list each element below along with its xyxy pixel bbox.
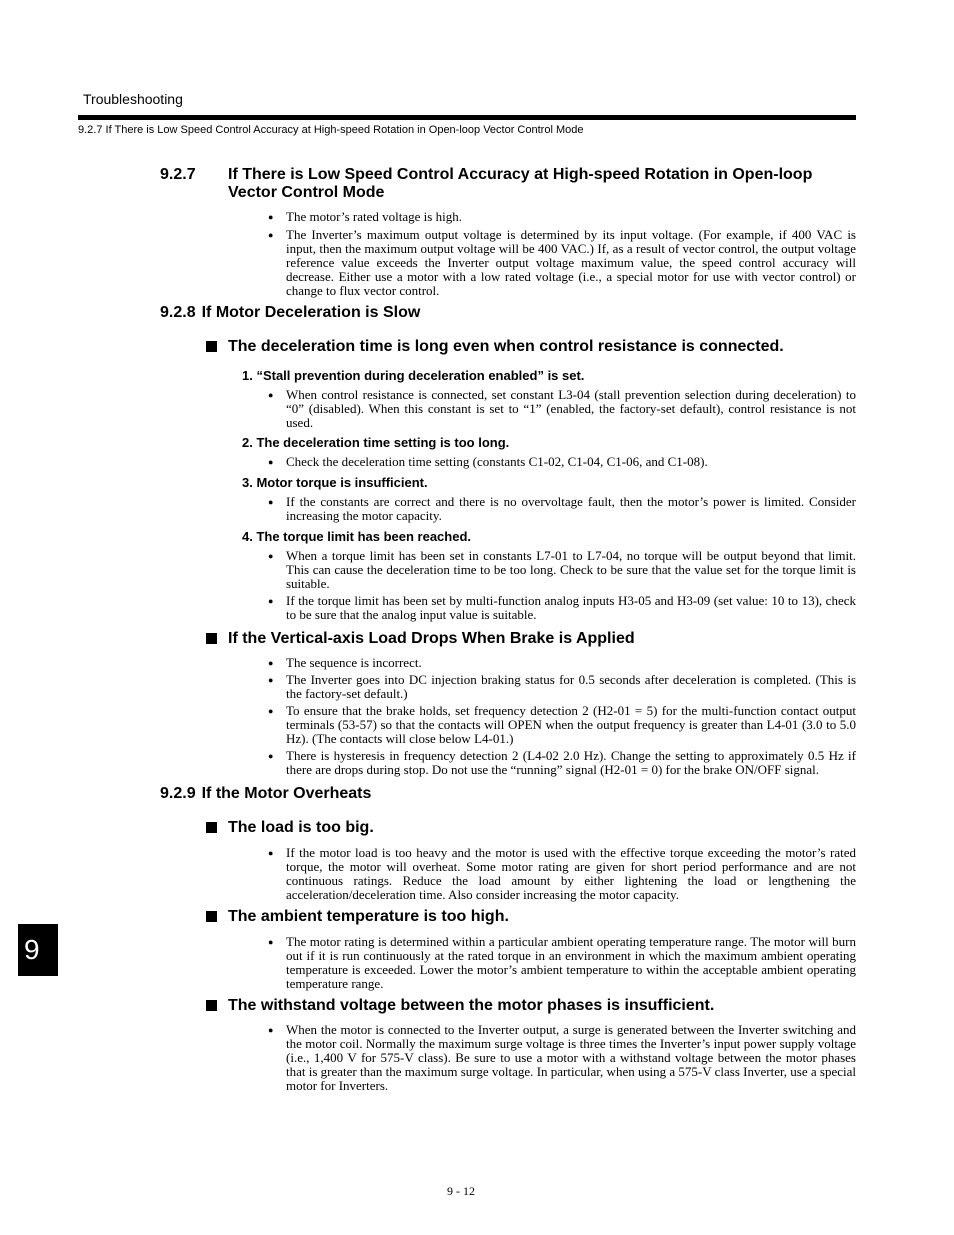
item-label: 3. Motor torque is insufficient. (242, 475, 428, 490)
subheading-decel-time-long: The deceleration time is long even when control resistance is connected. (160, 338, 856, 356)
square-bullet-icon (206, 911, 217, 922)
list-item: ● If the motor load is too heavy and the motor is used with the effective torque exceeding the motor’s rated torque, the motor will overheat. Some motor rating are given for short period performance and are not continuous ratings. Reduce the load amount by either lightening the load or lengthening the acceleration/deceleration time. Also consider increasing the motor capacity. (268, 845, 856, 902)
bullet-icon: ● (268, 1025, 274, 1035)
section-title: If There is Low Speed Control Accuracy at High-speed Rotation in Open-loop Vector Control Mode (228, 166, 813, 201)
bullet-list (160, 846, 856, 902)
list-item: ● When control resistance is connected, set constant L3-04 (stall prevention selection during deceleration) to “0” (disabled). When this constant is set to “1” (enabled, the factory-set default), control resistance is not used. (268, 387, 856, 430)
bullet-icon: ● (268, 230, 274, 240)
list-item: ● If the constants are correct and there is no overvoltage fault, then the motor’s power is limited. Consider increasing the motor capacity. (268, 494, 856, 523)
bullet-list-9-2-7 (160, 210, 856, 298)
item-label: 2. The deceleration time setting is too long. (242, 435, 510, 450)
section-number: 9.2.9 (160, 785, 196, 802)
bullet-icon: ● (268, 596, 274, 606)
header-rule (78, 115, 856, 120)
heading-9-2-7 (160, 166, 856, 202)
bullet-icon: ● (268, 848, 274, 858)
square-bullet-icon (206, 1000, 217, 1011)
section-number: 9.2.7 (160, 166, 196, 183)
list-item: ● The Inverter’s maximum output voltage is determined by its input voltage. (For example, if 400 VAC is input, then the maximum output voltage will be 400 VAC.) If, as a result of vector control, the output voltage reference value exceeds the Inverter output voltage maximum value, the speed control accuracy will decrease. Either use a motor with a low rated voltage (i.e., a special motor for use with vector control) or change to flux vector control. (268, 227, 856, 298)
bullet-list (160, 495, 856, 523)
bullet-icon: ● (268, 551, 274, 561)
list-item: ● Check the deceleration time setting (constants C1-02, C1-04, C1-06, and C1-08). (268, 454, 708, 469)
bullet-icon: ● (268, 457, 274, 467)
section-number: 9.2.8 (160, 304, 196, 321)
bullet-icon: ● (268, 212, 274, 222)
bullet-icon: ● (268, 390, 274, 400)
bullet-icon: ● (268, 706, 274, 716)
section-title: If Motor Deceleration is Slow (201, 304, 421, 321)
square-bullet-icon (206, 633, 217, 644)
running-title: Troubleshooting (83, 91, 183, 107)
list-item: ● The motor rating is determined within a particular ambient operating temperature range. The motor will burn out if it is run continuously at the rated torque in an environment in which the maximum ambient operating temperature is exceeded. Lower the motor’s ambient temperature to within the acceptable ambient operating temperature range. (268, 934, 856, 991)
bullet-icon: ● (268, 497, 274, 507)
heading-9-2-8 (160, 304, 856, 322)
bullet-list (160, 388, 856, 430)
subheading-load-too-big: The load is too big. (160, 819, 856, 837)
section-title: If the Motor Overheats (201, 785, 372, 802)
bullet-list (160, 455, 856, 469)
bullet-list (160, 549, 856, 622)
bullet-list (160, 935, 856, 991)
list-item: ● If the torque limit has been set by multi-function analog inputs H3-05 and H3-09 (set value: 10 to 13), check to be sure that the analog input value is suitable. (268, 593, 856, 622)
chapter-tab: 9 (18, 924, 58, 976)
square-bullet-icon (206, 822, 217, 833)
bullet-icon: ● (268, 937, 274, 947)
list-item: ● When a torque limit has been set in constants L7-01 to L7-04, no torque will be output beyond that limit. This can cause the deceleration time to be too long. Check to be sure that the value set for the torque limit is suitable. (268, 548, 856, 591)
section-running-line: 9.2.7 If There is Low Speed Control Accuracy at High-speed Rotation in Open-loop Vector Control Mode (78, 124, 584, 136)
bullet-icon: ● (268, 658, 274, 668)
list-item: ● The motor’s rated voltage is high. (268, 209, 462, 224)
bullet-icon: ● (268, 751, 274, 761)
subheading-ambient-temp: The ambient temperature is too high. (160, 908, 856, 926)
heading-9-2-9 (160, 785, 856, 803)
list-item: ● When the motor is connected to the Inverter output, a surge is generated between the Inverter switching and the motor coil. Normally the maximum surge voltage is three times the Inverter’s input power supply voltage (i.e., 1,400 V for 575-V class). Be sure to use a motor with a withstand voltage between the motor phases that is greater than the maximum surge voltage. In particular, when using a 575-V class Inverter, use a special motor for Inverters. (268, 1022, 856, 1093)
content-area (160, 166, 856, 1093)
bullet-icon: ● (268, 675, 274, 685)
bullet-list (160, 656, 856, 777)
bullet-list (160, 1023, 856, 1093)
page-number: 9 - 12 (447, 1184, 475, 1198)
list-item: ● The sequence is incorrect. (268, 655, 422, 670)
list-item: ● To ensure that the brake holds, set frequency detection 2 (H2-01 = 5) for the multi-function contact output terminals (53-57) so that the contacts will OPEN when the output frequency is greater than L4-01 (3.0 to 5.0 Hz). (The contacts will close below L4-01.) (268, 703, 856, 746)
subheading-vertical-axis-load: If the Vertical-axis Load Drops When Brake is Applied (160, 630, 856, 648)
item-label: 1. “Stall prevention during deceleration enabled” is set. (242, 368, 585, 383)
item-label: 4. The torque limit has been reached. (242, 529, 472, 544)
subheading-withstand-voltage: The withstand voltage between the motor phases is insufficient. (160, 997, 856, 1015)
list-item: ● There is hysteresis in frequency detection 2 (L4-02 2.0 Hz). Change the setting to approximately 0.5 Hz if there are drops during stop. Do not use the “running” signal (H2-01 = 0) for the brake ON/OFF signal. (268, 748, 856, 777)
list-item: ● The Inverter goes into DC injection braking status for 0.5 seconds after deceleration is completed. (This is the factory-set default.) (268, 672, 856, 701)
square-bullet-icon (206, 341, 217, 352)
